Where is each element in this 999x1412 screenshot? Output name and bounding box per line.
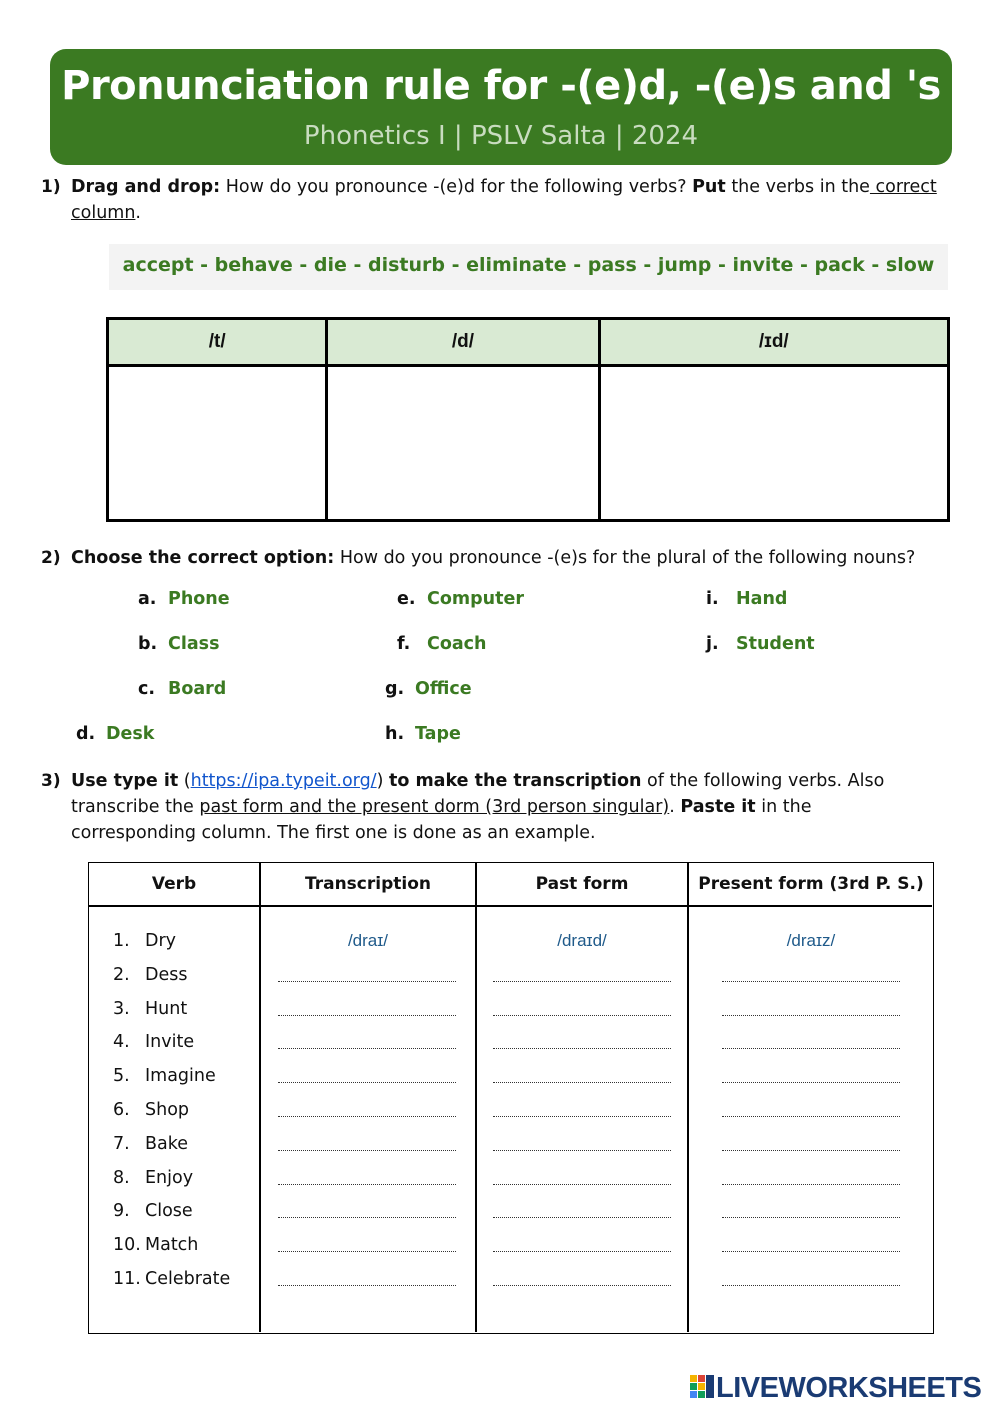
transcription-answer-field[interactable] bbox=[278, 1251, 456, 1252]
present-form-answer-field[interactable] bbox=[722, 1217, 900, 1218]
verb-name: Celebrate bbox=[145, 1269, 231, 1289]
q1-text1: How do you pronounce -(e)d for the following verbs? bbox=[220, 177, 693, 197]
transcription-answer-field[interactable] bbox=[278, 981, 456, 982]
q1-number: 1) bbox=[41, 177, 61, 197]
q3-paren-close: ) bbox=[376, 771, 389, 791]
transcription-answer-field[interactable] bbox=[278, 1116, 456, 1117]
q3-underline: past form and the present dorm (3rd person singular) bbox=[199, 797, 670, 817]
present-form-answer-field[interactable] bbox=[722, 1251, 900, 1252]
q3-line1 bbox=[71, 768, 884, 794]
verb-number: 4. bbox=[113, 1032, 130, 1053]
q3-text4: in the bbox=[755, 797, 812, 817]
option-word: Tape bbox=[415, 724, 461, 744]
example-present-form: /draɪz/ bbox=[786, 931, 836, 950]
column-header-d: /d/ bbox=[327, 319, 599, 366]
option-b[interactable] bbox=[138, 634, 219, 654]
example-transcription: /draɪ/ bbox=[347, 931, 389, 950]
q3-bold-paste: Paste it bbox=[680, 797, 756, 817]
header-divider bbox=[89, 905, 932, 907]
option-word: Coach bbox=[427, 634, 487, 654]
option-f[interactable] bbox=[397, 634, 487, 654]
option-word: Office bbox=[415, 679, 472, 699]
q1-text2: the verbs in the bbox=[725, 177, 870, 197]
word-bank-text[interactable]: accept - behave - die - disturb - eliminate - pass - jump - invite - pack - slow bbox=[122, 254, 935, 276]
option-letter: g. bbox=[385, 679, 405, 699]
option-letter: a. bbox=[138, 589, 157, 609]
present-form-answer-field[interactable] bbox=[722, 1082, 900, 1083]
word-bank bbox=[109, 244, 948, 290]
option-g[interactable] bbox=[385, 679, 472, 699]
verb-name: Hunt bbox=[145, 998, 188, 1019]
q2-number: 2) bbox=[41, 548, 61, 568]
option-h[interactable] bbox=[385, 724, 461, 744]
verb-number: 1. bbox=[113, 931, 130, 951]
past-form-answer-field[interactable] bbox=[493, 1015, 671, 1016]
ipa-typeit-link[interactable]: https://ipa.typeit.org/ bbox=[190, 771, 377, 791]
worksheet-subtitle: Phonetics I | PSLV Salta | 2024 bbox=[303, 121, 699, 151]
q3-bold: to make the transcription bbox=[388, 771, 642, 791]
example-past-form: /draɪd/ bbox=[557, 931, 607, 950]
option-letter: i. bbox=[706, 589, 719, 609]
present-form-answer-field[interactable] bbox=[722, 1116, 900, 1117]
drop-zone-id[interactable] bbox=[599, 366, 948, 521]
past-form-answer-field[interactable] bbox=[493, 1082, 671, 1083]
verb-number: 9. bbox=[113, 1201, 130, 1222]
drop-zone-d[interactable] bbox=[327, 366, 599, 521]
column-header-id: /ɪd/ bbox=[599, 319, 948, 366]
option-a[interactable] bbox=[138, 589, 230, 609]
option-letter: d. bbox=[76, 724, 96, 744]
q3-line3: corresponding column. The first one is done as an example. bbox=[71, 823, 596, 843]
option-j[interactable] bbox=[706, 634, 815, 654]
q1-bold: Put bbox=[692, 177, 726, 197]
verb-name: Enjoy bbox=[145, 1167, 194, 1188]
present-form-answer-field[interactable] bbox=[722, 1048, 900, 1049]
q3-lead: Use type it bbox=[71, 771, 179, 791]
option-d[interactable] bbox=[76, 724, 154, 744]
header-verb: Verb bbox=[151, 874, 197, 894]
verb-name: Invite bbox=[145, 1032, 195, 1053]
transcription-answer-field[interactable] bbox=[278, 1048, 456, 1049]
option-c[interactable] bbox=[138, 679, 226, 699]
header-present-form: Present form (3rd P. S.) bbox=[698, 874, 924, 894]
q2-text: How do you pronounce -(e)s for the plural of the following nouns? bbox=[334, 548, 916, 568]
logo-text: LIVEWORKSHEETS bbox=[716, 1372, 982, 1404]
logo-icon bbox=[690, 1375, 716, 1399]
past-form-answer-field[interactable] bbox=[493, 981, 671, 982]
transcription-answer-field[interactable] bbox=[278, 1184, 456, 1185]
verb-name: Bake bbox=[145, 1133, 189, 1154]
liveworksheets-logo bbox=[690, 1372, 981, 1402]
option-word: Phone bbox=[168, 589, 230, 609]
verb-number: 3. bbox=[113, 998, 130, 1019]
transcription-answer-field[interactable] bbox=[278, 1015, 456, 1016]
option-word: Hand bbox=[736, 589, 788, 609]
q2-lead: Choose the correct option: bbox=[71, 548, 335, 568]
verb-name: Dess bbox=[145, 964, 188, 985]
column-header-t: /t/ bbox=[108, 319, 327, 366]
past-form-answer-field[interactable] bbox=[493, 1184, 671, 1185]
verb-number: 2. bbox=[113, 964, 130, 985]
transcription-answer-field[interactable] bbox=[278, 1217, 456, 1218]
q3-paren-open: ( bbox=[178, 771, 191, 791]
verb-number: 5. bbox=[113, 1066, 130, 1087]
q3-text3: . bbox=[669, 797, 681, 817]
transcription-answer-field[interactable] bbox=[278, 1285, 456, 1286]
q3-number: 3) bbox=[41, 771, 61, 791]
past-form-answer-field[interactable] bbox=[493, 1251, 671, 1252]
transcription-table bbox=[88, 862, 934, 1334]
past-form-answer-field[interactable] bbox=[493, 1048, 671, 1049]
present-form-answer-field[interactable] bbox=[722, 1285, 900, 1286]
option-e[interactable] bbox=[397, 589, 524, 609]
q2-instructions bbox=[71, 545, 915, 571]
q3-text2: transcribe the bbox=[71, 797, 200, 817]
title-banner bbox=[50, 49, 952, 165]
option-word: Computer bbox=[427, 589, 524, 609]
header-transcription: Transcription bbox=[305, 874, 431, 894]
option-word: Desk bbox=[106, 724, 155, 744]
verb-number: 8. bbox=[113, 1167, 130, 1188]
present-form-answer-field[interactable] bbox=[722, 1015, 900, 1016]
option-letter: h. bbox=[385, 724, 405, 744]
verb-name: Close bbox=[145, 1201, 193, 1222]
verb-name: Imagine bbox=[145, 1066, 216, 1087]
q3-text1: of the following verbs. Also bbox=[641, 771, 885, 791]
verb-number: 10. bbox=[113, 1235, 141, 1256]
transcription-answer-field[interactable] bbox=[278, 1150, 456, 1151]
transcription-answer-field[interactable] bbox=[278, 1082, 456, 1083]
past-form-answer-field[interactable] bbox=[493, 1150, 671, 1151]
q1-instructions bbox=[71, 174, 966, 226]
option-word: Student bbox=[736, 634, 815, 654]
q1-underline: correct column bbox=[71, 177, 937, 223]
sound-sort-table bbox=[106, 317, 950, 522]
worksheet-title: Pronunciation rule for -(e)d, -(e)s and 's bbox=[61, 63, 941, 109]
verb-number: 11. bbox=[113, 1269, 141, 1289]
present-form-answer-field[interactable] bbox=[722, 1184, 900, 1185]
past-form-answer-field[interactable] bbox=[493, 1217, 671, 1218]
option-word: Board bbox=[168, 679, 227, 699]
verb-name: Shop bbox=[145, 1100, 190, 1120]
verb-number: 7. bbox=[113, 1133, 130, 1154]
option-letter: b. bbox=[138, 634, 158, 654]
past-form-answer-field[interactable] bbox=[493, 1116, 671, 1117]
past-form-answer-field[interactable] bbox=[493, 1285, 671, 1286]
q3-line2 bbox=[71, 794, 811, 820]
verb-name: Dry bbox=[145, 931, 177, 951]
present-form-answer-field[interactable] bbox=[722, 981, 900, 982]
header-past-form: Past form bbox=[535, 874, 629, 894]
option-letter: j. bbox=[706, 634, 719, 654]
q1-text3: . bbox=[135, 203, 141, 223]
verb-name: Match bbox=[145, 1235, 199, 1256]
option-letter: e. bbox=[397, 589, 416, 609]
present-form-answer-field[interactable] bbox=[722, 1150, 900, 1151]
q1-lead: Drag and drop: bbox=[71, 177, 221, 197]
option-letter: c. bbox=[138, 679, 156, 699]
option-word: Class bbox=[168, 634, 220, 654]
drop-zone-t[interactable] bbox=[108, 366, 327, 521]
option-letter: f. bbox=[397, 634, 411, 654]
option-i[interactable] bbox=[706, 589, 787, 609]
verb-number: 6. bbox=[113, 1100, 130, 1120]
